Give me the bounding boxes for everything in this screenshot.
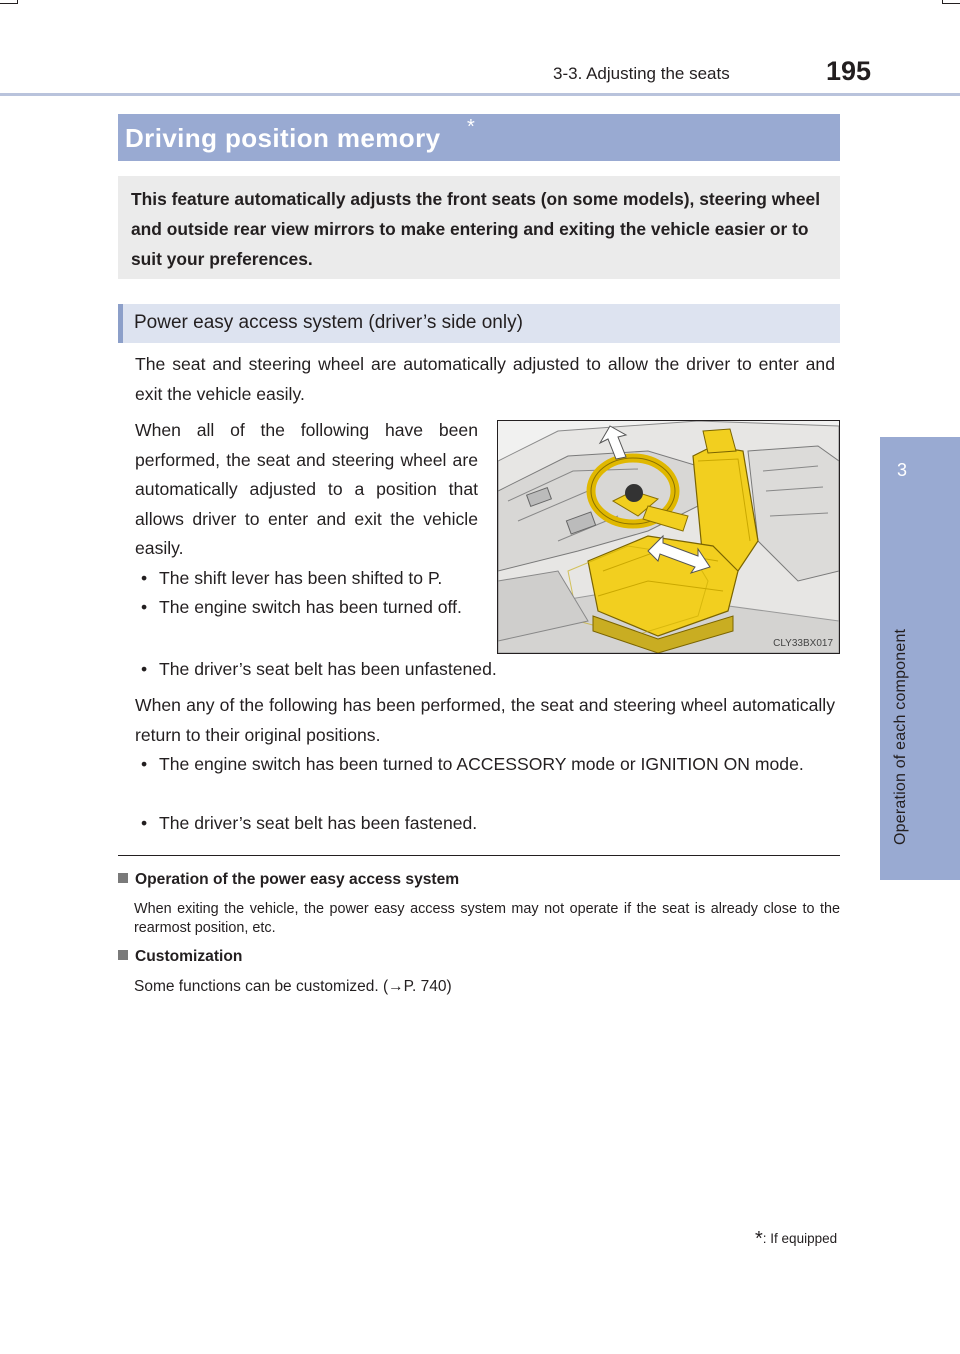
footnote-text: : If equipped: [762, 1231, 838, 1246]
intro-text: This feature automatically adjusts the front seats (on some models), steering wheel and outside rear view mirrors to make entering and exiting the vehicle easier or to suit your preferences.: [131, 189, 821, 269]
header-rule: [0, 93, 960, 96]
page-number: 195: [826, 56, 872, 86]
note-title-1: [118, 871, 459, 889]
paragraph-1: The seat and steering wheel are automatically adjusted to allow the driver to enter and exit the vehicle easily.: [135, 354, 835, 404]
bullet-text: The driver’s seat belt has been unfastened.: [159, 659, 497, 679]
section-title-bar: [118, 114, 840, 161]
chapter-title: Operation of each component: [892, 628, 909, 845]
seat-illustration: [497, 420, 840, 654]
crop-mark-tl-v: [17, 0, 18, 4]
bullet-dot: •: [141, 597, 148, 617]
footnote: [755, 1228, 837, 1251]
note-title-text: Operation of the power easy access system: [135, 871, 460, 888]
bullet-4: [141, 750, 835, 780]
footnote-mark: *: [755, 1228, 763, 1250]
subheading-bar: [118, 304, 840, 343]
bullet-dot: •: [141, 568, 148, 588]
bullet-dot: •: [141, 659, 148, 679]
bullet-text: The shift lever has been shifted to P.: [159, 568, 443, 588]
note-title-text: Customization: [135, 948, 243, 965]
if-equipped-mark: *: [467, 116, 475, 138]
seat-drawing: [498, 421, 839, 653]
crop-mark-tl-h: [0, 3, 18, 4]
crop-mark-tr-v: [942, 0, 943, 4]
note-body-1: When exiting the vehicle, the power easy access system may not operate if the seat is already close to the rearmost position, etc.: [134, 901, 840, 936]
intro-box: [118, 176, 840, 279]
figure-code: CLY33BX017: [773, 638, 833, 649]
square-bullet-icon: [118, 950, 128, 960]
subheading: Power easy access system (driver’s side only): [134, 312, 523, 333]
bullet-1: [141, 564, 478, 594]
running-header-section: 3-3. Adjusting the seats: [553, 64, 730, 83]
notes-separator: [118, 855, 840, 856]
chapter-number: 3: [896, 460, 907, 480]
bullet-text: The engine switch has been turned off.: [159, 597, 462, 617]
bullet-dot: •: [141, 754, 148, 774]
paragraph-2: When all of the following have been performed, the seat and steering wheel are automatically adjusted to a position that allows driver to enter and exit the vehicle easily.: [135, 420, 478, 558]
square-bullet-icon: [118, 873, 128, 883]
section-title: Driving position memory: [125, 123, 441, 153]
note-body-2: Some functions can be customized. (→P. 740): [134, 978, 452, 995]
bullet-text: The engine switch has been turned to ACCESSORY mode or IGNITION ON mode.: [159, 754, 804, 774]
bullet-5: [141, 809, 835, 839]
paragraph-3: When any of the following has been performed, the seat and steering wheel automatically return to their original positions.: [135, 695, 835, 745]
crop-mark-tr-h: [942, 3, 960, 4]
bullet-2: [141, 593, 478, 623]
bullet-dot: •: [141, 813, 148, 833]
bullet-text: The driver’s seat belt has been fastened.: [159, 813, 478, 833]
bullet-3: [141, 655, 835, 685]
note-title-2: [118, 948, 242, 966]
